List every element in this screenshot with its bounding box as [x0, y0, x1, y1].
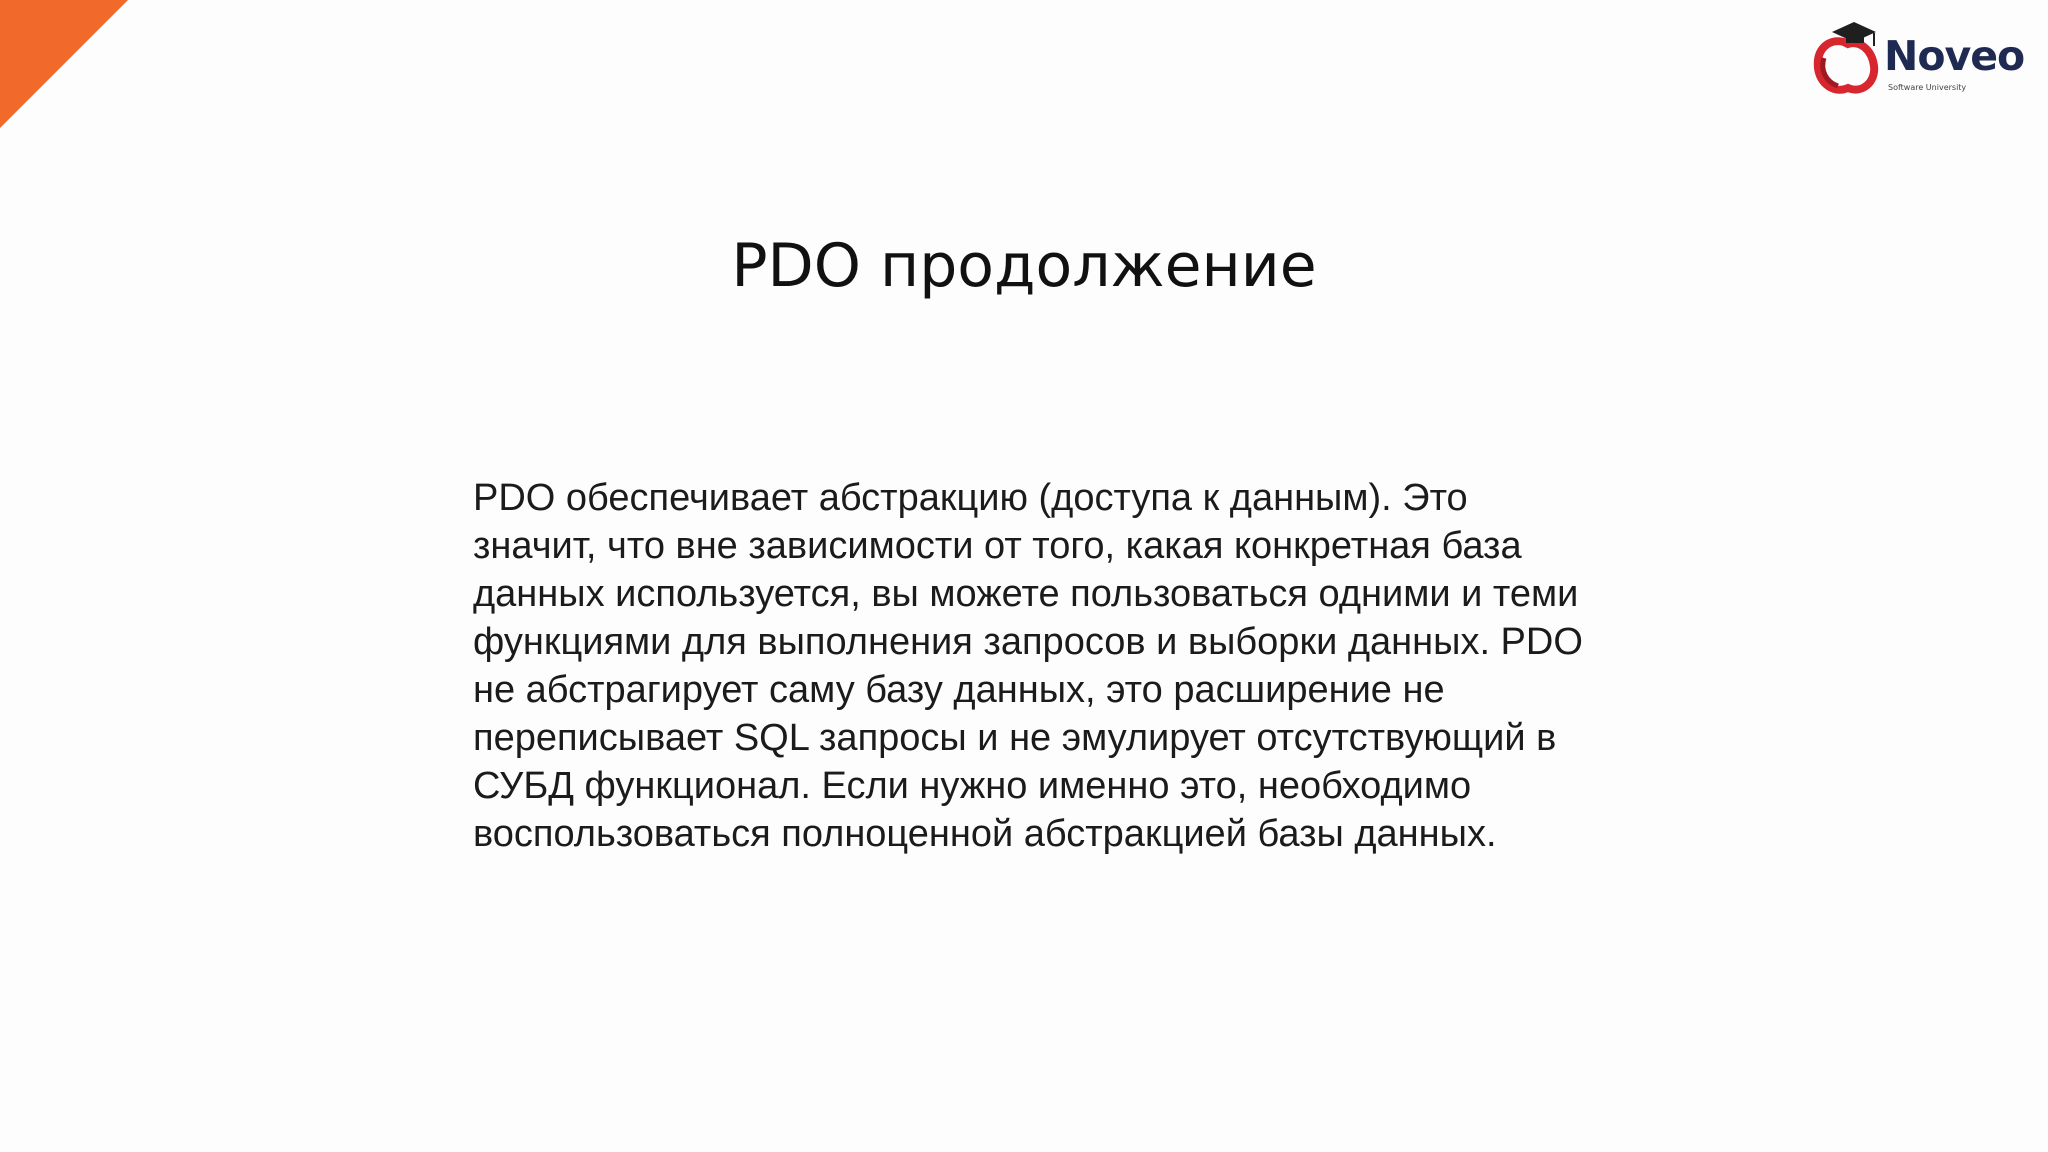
graduation-cap-apple-icon — [1810, 18, 1882, 98]
noveo-logo — [1810, 18, 2025, 98]
logo-subtitle: Software University — [1888, 83, 1967, 92]
slide-body-text: PDO обеспечивает абстракцию (доступа к данным). Это значит, что вне зависимости от того, какая конкретная база данных используется, вы можете пользоваться одними и теми функциями для выполнения запросов и выборки данных. PDO не абстрагирует саму базу данных, это расширение не переписывает SQL запросы и не эмулирует отсутствующий в СУБД функционал. Если нужно именно это, необходимо воспользоваться полноценной абстракцией базы данных. — [473, 477, 1583, 855]
logo-name: Noveo — [1884, 32, 2025, 80]
slide-title: PDO продолжение — [731, 231, 1317, 301]
corner-accent-triangle — [0, 0, 128, 128]
